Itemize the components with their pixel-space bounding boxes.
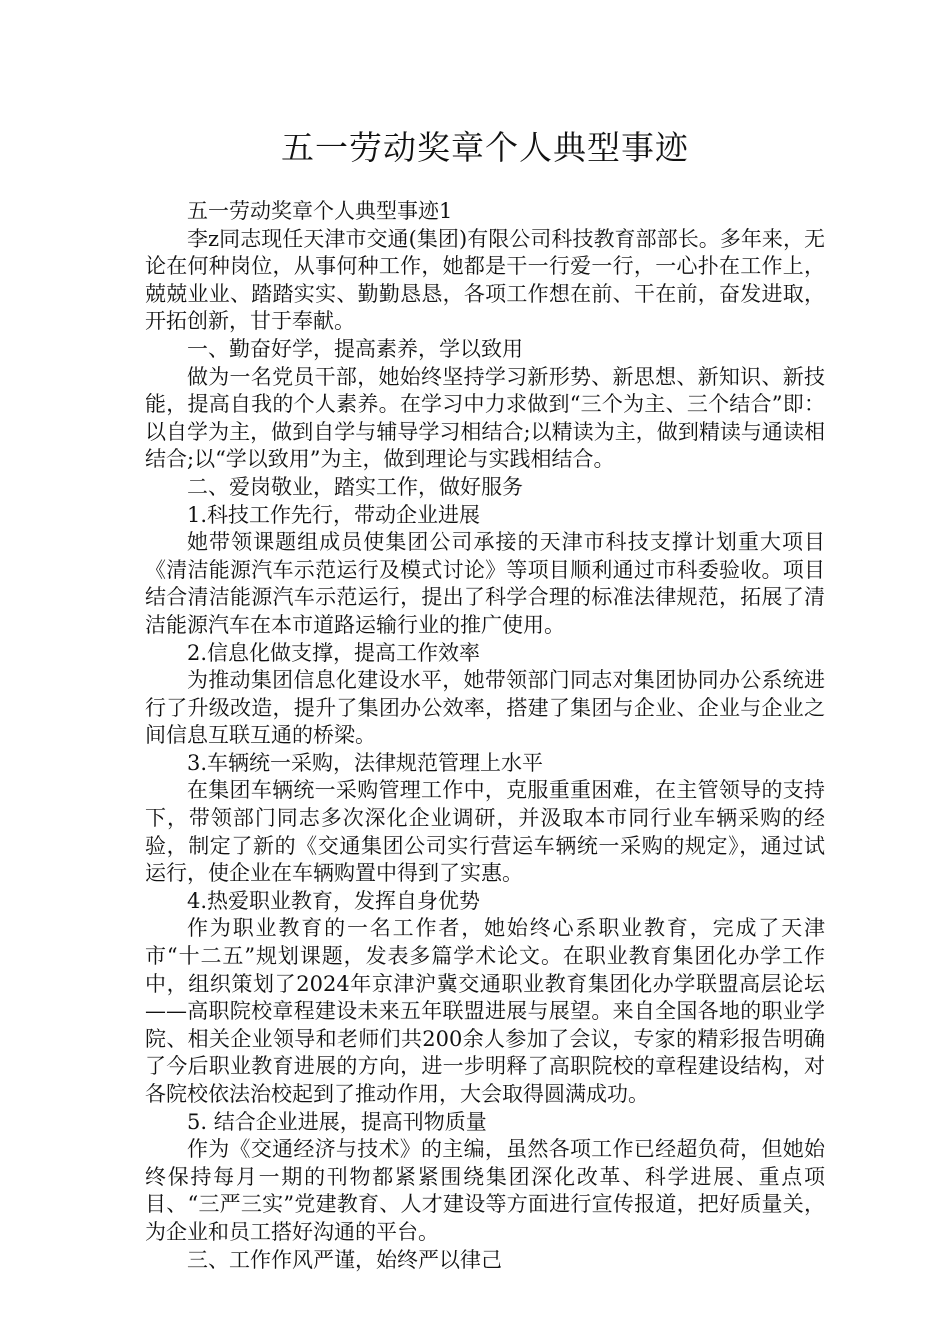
section-heading: 二、爱岗敬业，踏实工作，做好服务 — [187, 474, 523, 499]
body-paragraph: 作为《交通经济与技术》的主编，虽然各项工作已经超负荷，但她始终保持每月一期的刊物都紧紧围绕集团深化改革、科学进展、重点项目、“三严三实”党建教育、人才建设等方面进行宣传报道，把好质量关，为企业和员工搭好沟通的平台。 — [145, 1137, 825, 1244]
section-heading: 五一劳动奖章个人典型事迹1 — [187, 199, 453, 223]
section-heading: 三、工作作风严谨，始终严以律己 — [187, 1247, 502, 1272]
body-paragraph: 在集团车辆统一采购管理工作中，克服重重困难，在主管领导的支持下，带领部门同志多次深化企业调研，并汲取本市同行业车辆采购的经验，制定了新的《交通集团公司实行营运车辆统一采购的规定》，通过试运行，使企业在车辆购置中得到了实惠。 — [145, 778, 825, 886]
body-paragraph: 李z同志现任天津市交通(集团)有限公司科技教育部部长。多年来，无论在何种岗位，从事何种工作，她都是干一行爱一行，一心扑在工作上，兢兢业业、踏踏实实、勤勤恳恳，各项工作想在前、干在前，奋发进取，开拓创新，甘于奉献。 — [145, 226, 825, 334]
subsection-heading: 1.科技工作先行，带动企业进展 — [187, 502, 481, 527]
document-page — [145, 118, 825, 1274]
body-paragraph: 她带领课题组成员使集团公司承接的天津市科技支撑计划重大项目《清洁能源汽车示范运行及模式讨论》等项目顺利通过市科委验收。项目结合清洁能源汽车示范运行，提出了科学合理的标准法律规范，拓展了清洁能源汽车在本市道路运输行业的推广使用。 — [145, 530, 825, 637]
subsection-heading: 2.信息化做支撑，提高工作效率 — [187, 640, 481, 665]
body-paragraph: 做为一名党员干部，她始终坚持学习新形势、新思想、新知识、新技能，提高自我的个人素养。在学习中力求做到“三个为主、三个结合”即：以自学为主，做到自学与辅导学习相结合;以精读为主，做到精读与通读相结合;以“学以致用”为主，做到理论与实践相结合。 — [145, 364, 825, 472]
subsection-heading: 5. 结合企业进展，提高刊物质量 — [187, 1109, 487, 1134]
document-title: 五一劳动奖章个人典型事迹 — [281, 128, 689, 167]
body-paragraph: 作为职业教育的一名工作者，她始终心系职业教育，完成了天津市“十二五”规划课题，发表多篇学术论文。在职业教育集团化办学工作中，组织策划了2024年京津沪冀交通职业教育集团化办学联盟高层论坛——高职院校章程建设未来五年联盟进展与展望。来自全国各地的职业学院、相关企业领导和老师们共200余人参加了会议，专家的精彩报告明确了今后职业教育进展的方向，进一步明释了高职院校的章程建设结构，对各院校依法治校起到了推动作用，大会取得圆满成功。 — [145, 916, 825, 1106]
subsection-heading: 4.热爱职业教育，发挥自身优势 — [187, 888, 481, 913]
body-paragraph: 为推动集团信息化建设水平，她带领部门同志对集团协同办公系统进行了升级改造，提升了集团办公效率，搭建了集团与企业、企业与企业之间信息互联互通的桥梁。 — [145, 668, 825, 748]
subsection-heading: 3.车辆统一采购，法律规范管理上水平 — [187, 750, 544, 775]
section-heading: 一、勤奋好学，提高素养，学以致用 — [187, 336, 523, 361]
